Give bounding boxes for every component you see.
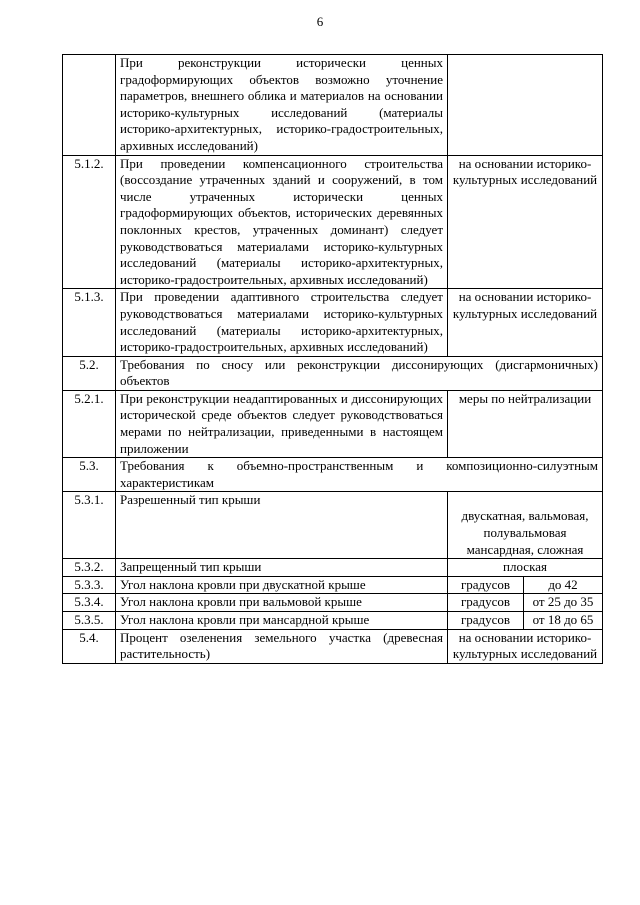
requirement-text: Процент озеленения земельного участка (древесная растительность) — [116, 629, 448, 663]
requirement-value: меры по нейтрализации — [448, 390, 603, 457]
table-row — [63, 390, 603, 457]
table-row — [63, 576, 603, 594]
row-number — [63, 55, 116, 156]
requirement-text: Угол наклона кровли при мансардной крыше — [116, 612, 448, 630]
row-number: 5.3.4. — [63, 594, 116, 612]
table-row — [63, 629, 603, 663]
unit-cell: градусов — [448, 576, 524, 594]
requirement-text: При реконструкции неадаптированных и диссонирующих исторической среде объектов следует руководствоваться мерами по нейтрализации, приведенными в настоящем приложении — [116, 390, 448, 457]
unit-cell: градусов — [448, 612, 524, 630]
requirement-text: При проведении компенсационного строительства (воссоздание утраченных зданий и сооружений, в том числе утраченных исторически ценных градоформирующих объектов, исторических деревянных поклонных крестов, утраченных доминант) следует руководствоваться материалами историко-культурных исследований (материалы историко-архитектурных, историко-градостроительных, архивных исследований) — [116, 155, 448, 289]
page-number: 6 — [316, 14, 324, 29]
row-number: 5.3.1. — [63, 492, 116, 559]
table-row — [63, 55, 603, 156]
row-number: 5.2.1. — [63, 390, 116, 457]
row-number: 5.3.3. — [63, 576, 116, 594]
table-row — [63, 492, 603, 559]
limit-cell: от 25 до 35 — [524, 594, 603, 612]
requirement-text: Запрещенный тип крыши — [116, 559, 448, 577]
table-row — [63, 458, 603, 492]
table-row — [63, 356, 603, 390]
requirement-value: на основании историко-культурных исследований — [448, 289, 603, 356]
requirement-text: Разрешенный тип крыши — [116, 492, 448, 559]
section-heading: Требования к объемно-пространственным и композиционно-силуэтным характеристикам — [116, 458, 603, 492]
table-row — [63, 155, 603, 289]
row-number: 5.1.2. — [63, 155, 116, 289]
requirement-text: Угол наклона кровли при вальмовой крыше — [116, 594, 448, 612]
requirements-table — [62, 54, 603, 664]
table-row — [63, 289, 603, 356]
requirement-value: плоская — [448, 559, 603, 577]
unit-cell: градусов — [448, 594, 524, 612]
requirement-value — [448, 55, 603, 156]
limit-cell: до 42 — [524, 576, 603, 594]
row-number: 5.4. — [63, 629, 116, 663]
table-row — [63, 612, 603, 630]
table-row — [63, 594, 603, 612]
requirement-value: двускатная, вальмовая, полувальмовая мансардная, сложная — [448, 492, 603, 559]
requirement-text: Угол наклона кровли при двускатной крыше — [116, 576, 448, 594]
section-heading: Требования по сносу или реконструкции диссонирующих (дисгармоничных) объектов — [116, 356, 603, 390]
requirement-value: на основании историко-культурных исследований — [448, 629, 603, 663]
requirement-text: При проведении адаптивного строительства следует руководствоваться материалами историко-культурных исследований (материалы историко-архитектурных, историко-градостроительных, архивных исследований) — [116, 289, 448, 356]
table-row — [63, 559, 603, 577]
requirement-value: на основании историко-культурных исследований — [448, 155, 603, 289]
section-number: 5.2. — [63, 356, 116, 390]
section-number: 5.3. — [63, 458, 116, 492]
limit-cell: от 18 до 65 — [524, 612, 603, 630]
row-number: 5.3.5. — [63, 612, 116, 630]
row-number: 5.3.2. — [63, 559, 116, 577]
requirement-text: При реконструкции исторически ценных градоформирующих объектов возможно уточнение параметров, внешнего облика и материалов на основании историко-культурных исследований (материалы историко-архитектурных, историко-градостроительных, архивных исследований) — [116, 55, 448, 156]
row-number: 5.1.3. — [63, 289, 116, 356]
